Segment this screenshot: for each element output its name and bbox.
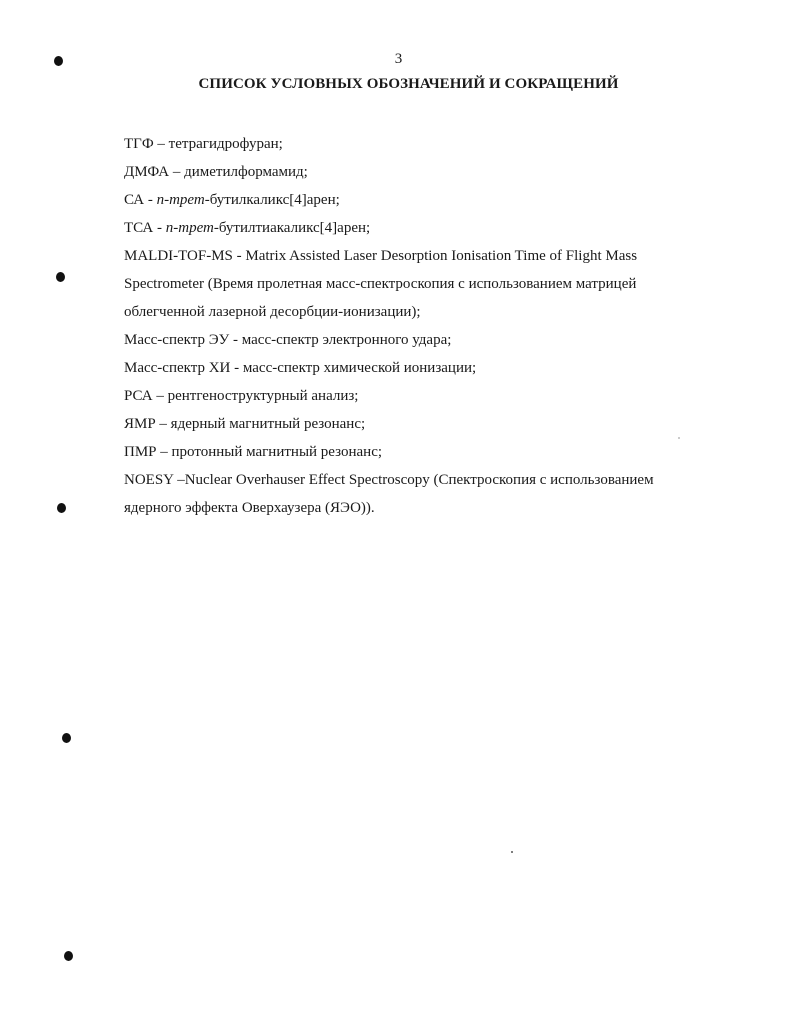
abbreviation-entry [124, 494, 684, 522]
entry-text: Масс-спектр ХИ - масс-спектр химической ионизации; [124, 360, 477, 376]
abbreviation-entry [124, 158, 684, 186]
abbreviation-entry [124, 326, 684, 354]
punch-hole-mark [54, 56, 63, 66]
punch-hole-mark [64, 951, 73, 961]
abbreviation-entry [124, 466, 684, 494]
entry-text: NOESY –Nuclear Overhauser Effect Spectroscopy (Спектроскопия с использованием [124, 472, 654, 488]
scan-speck [678, 437, 680, 439]
entry-text: облегченной лазерной десорбции-ионизации); [124, 304, 421, 320]
punch-hole-mark [57, 503, 66, 513]
abbreviation-entry [124, 186, 684, 214]
abbreviation-entry [124, 130, 684, 158]
page-number: 3 [394, 51, 403, 67]
entry-text: СА - [124, 192, 157, 208]
abbreviation-entry [124, 298, 684, 326]
entry-italic-prefix: п-трет- [165, 220, 219, 236]
entry-text: ПМР – протонный магнитный резонанс; [124, 444, 383, 460]
entry-text-rest: бутилкаликс[4]арен; [209, 192, 340, 208]
abbreviation-entry [124, 270, 684, 298]
abbreviation-entry [124, 242, 684, 270]
entry-text: MALDI-TOF-MS - Matrix Assisted Laser Desorption Ionisation Time of Flight Mass [124, 248, 638, 264]
abbreviation-entry [124, 438, 684, 466]
abbreviation-entry [124, 382, 684, 410]
page-title: СПИСОК УСЛОВНЫХ ОБОЗНАЧЕНИЙ И СОКРАЩЕНИЙ [198, 76, 619, 92]
entry-text: Spectrometer (Время пролетная масс-спектроскопия с использованием матрицей [124, 276, 637, 292]
punch-hole-mark [56, 272, 65, 282]
abbreviation-entry [124, 354, 684, 382]
entry-text: ТГФ – тетрагидрофуран; [124, 136, 283, 152]
entry-text-rest: бутилтиакаликс[4]арен; [218, 220, 371, 236]
scan-speck [511, 851, 513, 853]
entry-text: РСА – рентгеноструктурный анализ; [124, 388, 359, 404]
entry-text: ЯМР – ядерный магнитный резонанс; [124, 416, 366, 432]
abbreviation-entry [124, 214, 684, 242]
entry-text: ядерного эффекта Оверхаузера (ЯЭО)). [124, 500, 375, 516]
entry-text: Масс-спектр ЭУ - масс-спектр электронного удара; [124, 332, 452, 348]
abbreviation-list [124, 130, 684, 522]
entry-text: ДМФА – диметилформамид; [124, 164, 308, 180]
abbreviation-entry [124, 410, 684, 438]
punch-hole-mark [62, 733, 71, 743]
entry-italic-prefix: п-трет- [156, 192, 210, 208]
entry-text: ТСА - [124, 220, 166, 236]
